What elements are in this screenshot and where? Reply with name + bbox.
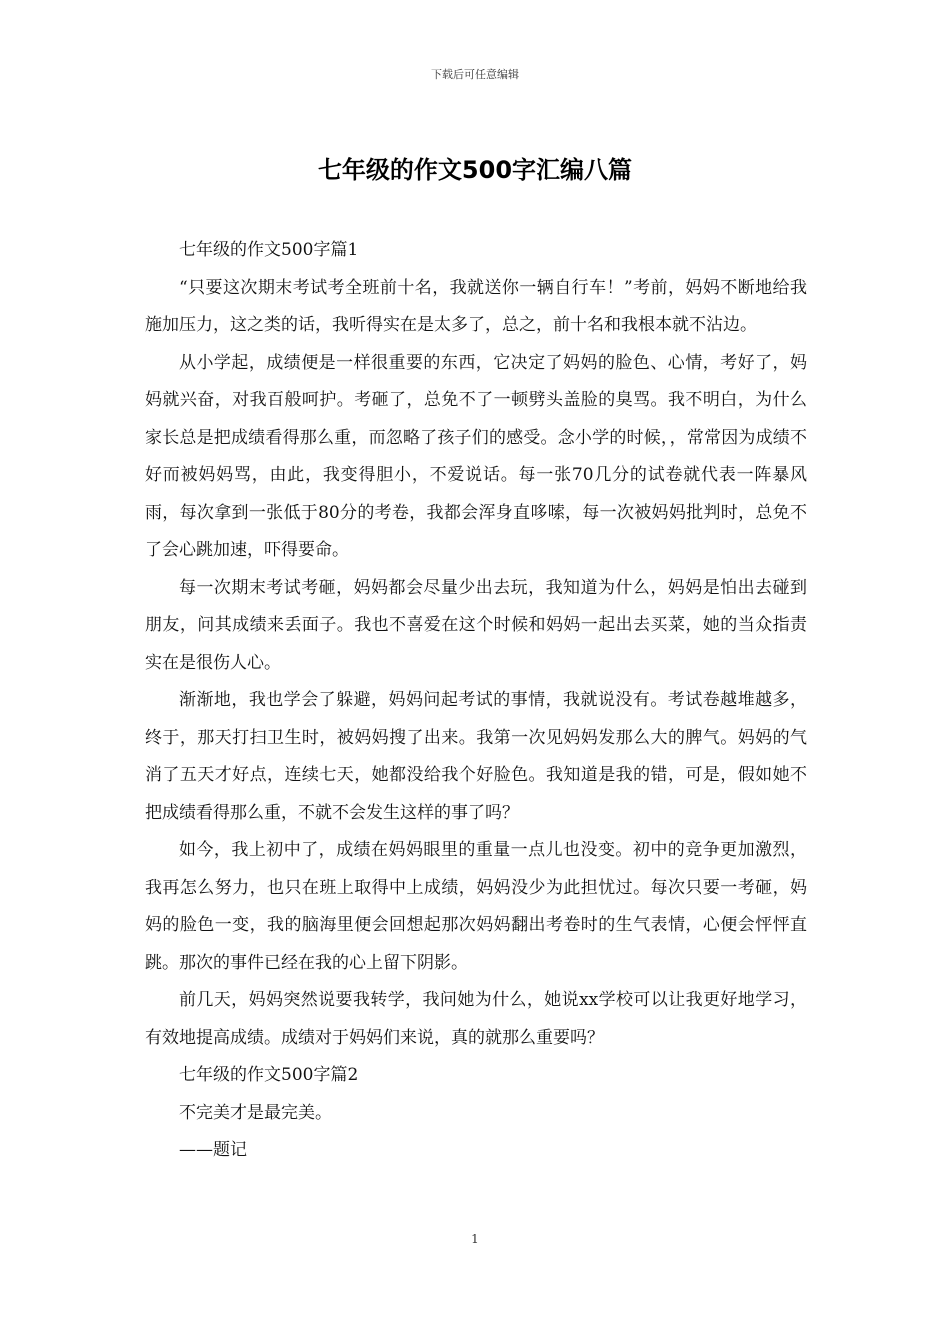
page-number: 1: [471, 1232, 479, 1246]
paragraph: “只要这次期末考试考全班前十名，我就送你一辆自行车！”考前，妈妈不断地给我施加压力，这之类的话，我听得实在是太多了，总之，前十名和我根本就不沾边。: [145, 277, 807, 335]
section-heading: 七年级的作文500字篇2: [179, 1065, 359, 1085]
paragraph: 渐渐地，我也学会了躲避，妈妈问起考试的事情，我就说没有。考试卷越堆越多，终于，那天打扫卫生时，被妈妈搜了出来。我第一次见妈妈发那么大的脾气。妈妈的气消了五天才好点，连续七天，她都没给我个好脸色。我知道是我的错，可是，假如她不把成绩看得那么重，不就不会发生这样的事了吗？: [145, 690, 807, 823]
header-note: 下载后可任意编辑: [431, 68, 519, 81]
document-title: 七年级的作文500字汇编八篇: [317, 156, 633, 184]
paragraph: 每一次期末考试考砸，妈妈都会尽量少出去玩，我知道为什么，妈妈是怕出去碰到朋友，问其成绩来丢面子。我也不喜爱在这个时候和妈妈一起出去买菜，她的当众指责实在是很伤人心。: [145, 577, 807, 673]
document-body: [145, 232, 807, 1170]
paragraph: 前几天，妈妈突然说要我转学，我问她为什么，她说xx学校可以让我更好地学习，有效地提高成绩。成绩对于妈妈们来说，真的就那么重要吗？: [145, 990, 807, 1048]
section-heading: 七年级的作文500字篇1: [179, 240, 359, 260]
paragraph: 从小学起，成绩便是一样很重要的东西，它决定了妈妈的脸色、心情，考好了，妈妈就兴奋，对我百般呵护。考砸了，总免不了一顿劈头盖脸的臭骂。我不明白，为什么家长总是把成绩看得那么重，而忽略了孩子们的感受。念小学的时候，，常常因为成绩不好而被妈妈骂，由此，我变得胆小，不爱说话。每一张70几分的试卷就代表一阵暴风雨，每次拿到一张低于80分的考卷，我都会浑身直哆嗦，每一次被妈妈批判时，总免不了会心跳加速，吓得要命。: [145, 352, 807, 560]
paragraph: 如今，我上初中了，成绩在妈妈眼里的重量一点儿也没变。初中的竞争更加激烈，我再怎么努力，也只在班上取得中上成绩，妈妈没少为此担忧过。每次只要一考砸，妈妈的脸色一变，我的脑海里便会回想起那次妈妈翻出考卷时的生气表情，心便会怦怦直跳。那次的事件已经在我的心上留下阴影。: [145, 840, 807, 973]
paragraph: 不完美才是最完美。: [179, 1102, 332, 1123]
epigraph-attribution: ——题记: [179, 1140, 247, 1160]
